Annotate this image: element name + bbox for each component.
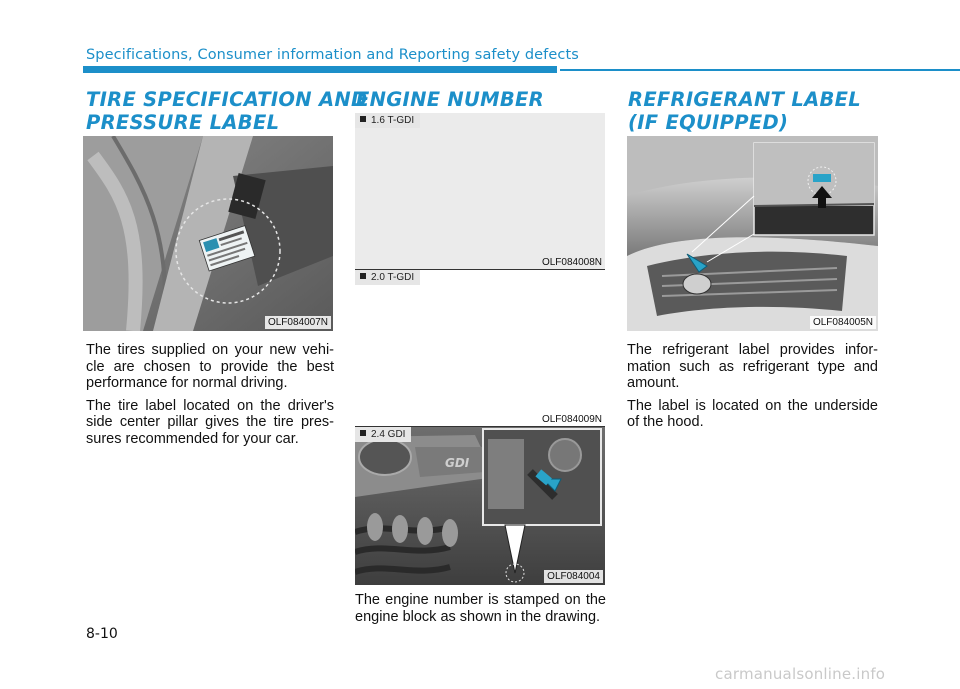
section-header-title: Specifications, Consumer information and Reporting safety defects bbox=[86, 47, 579, 63]
tire-paragraph-1: The tires supplied on your new vehi-cle are chosen to provide the best performance for normal driving. bbox=[86, 342, 334, 391]
refrigerant-image-code: OLF084005N bbox=[810, 316, 876, 329]
engine-variant-label-2: 2.0 T-GDI bbox=[355, 270, 420, 285]
bullet-square-icon bbox=[360, 430, 366, 436]
refrigerant-heading-line2: (IF EQUIPPED) bbox=[628, 111, 789, 134]
engine-body bbox=[355, 592, 606, 631]
tire-label-drawing bbox=[83, 136, 333, 331]
bullet-square-icon bbox=[360, 273, 366, 279]
refrigerant-body bbox=[627, 342, 878, 437]
tire-heading-line2: PRESSURE LABEL bbox=[86, 111, 280, 134]
engine-heading bbox=[356, 88, 544, 111]
engine-image-2 bbox=[355, 270, 605, 426]
engine-heading-line1: ENGINE NUMBER bbox=[356, 88, 544, 111]
refrigerant-heading bbox=[628, 88, 861, 134]
header-rule bbox=[560, 69, 960, 71]
engine-image-3 bbox=[355, 427, 605, 585]
tire-heading-line1: TIRE SPECIFICATION AND bbox=[86, 88, 368, 111]
tire-paragraph-2: The tire label located on the driver's side center pillar gives the tire pres-sures recommended for your car. bbox=[86, 397, 334, 447]
engine-image-code-3: OLF084004 bbox=[544, 570, 603, 583]
refrigerant-heading-line1: REFRIGERANT LABEL bbox=[628, 88, 861, 111]
refrigerant-label-drawing bbox=[627, 136, 878, 331]
tire-label-illustration bbox=[83, 136, 333, 331]
refrigerant-paragraph-1: The refrigerant label provides infor-mation such as refrigerant type and amount. bbox=[627, 342, 878, 391]
header-accent-bar bbox=[83, 66, 557, 73]
engine-image-code-1: OLF084008N bbox=[541, 257, 602, 268]
tire-body bbox=[86, 342, 334, 453]
engine-image-code-2: OLF084009N bbox=[541, 414, 602, 425]
svg-text:GDI: GDI bbox=[445, 456, 470, 470]
page-number: 8-10 bbox=[86, 626, 118, 642]
engine-image-1 bbox=[355, 113, 605, 269]
tire-image-code: OLF084007N bbox=[265, 316, 331, 329]
bullet-square-icon bbox=[360, 116, 366, 122]
engine-paragraph-1: The engine number is stamped on the engine block as shown in the drawing. bbox=[355, 592, 606, 625]
engine-variant-label-3: 2.4 GDI bbox=[355, 427, 411, 442]
watermark-text: carmanualsonline.info bbox=[715, 665, 886, 683]
tire-heading bbox=[86, 88, 367, 134]
refrigerant-paragraph-2: The label is located on the underside of the hood. bbox=[627, 397, 878, 430]
refrigerant-label-illustration bbox=[627, 136, 878, 331]
engine-drawing bbox=[355, 427, 605, 585]
engine-variant-label-1: 1.6 T-GDI bbox=[355, 113, 420, 128]
